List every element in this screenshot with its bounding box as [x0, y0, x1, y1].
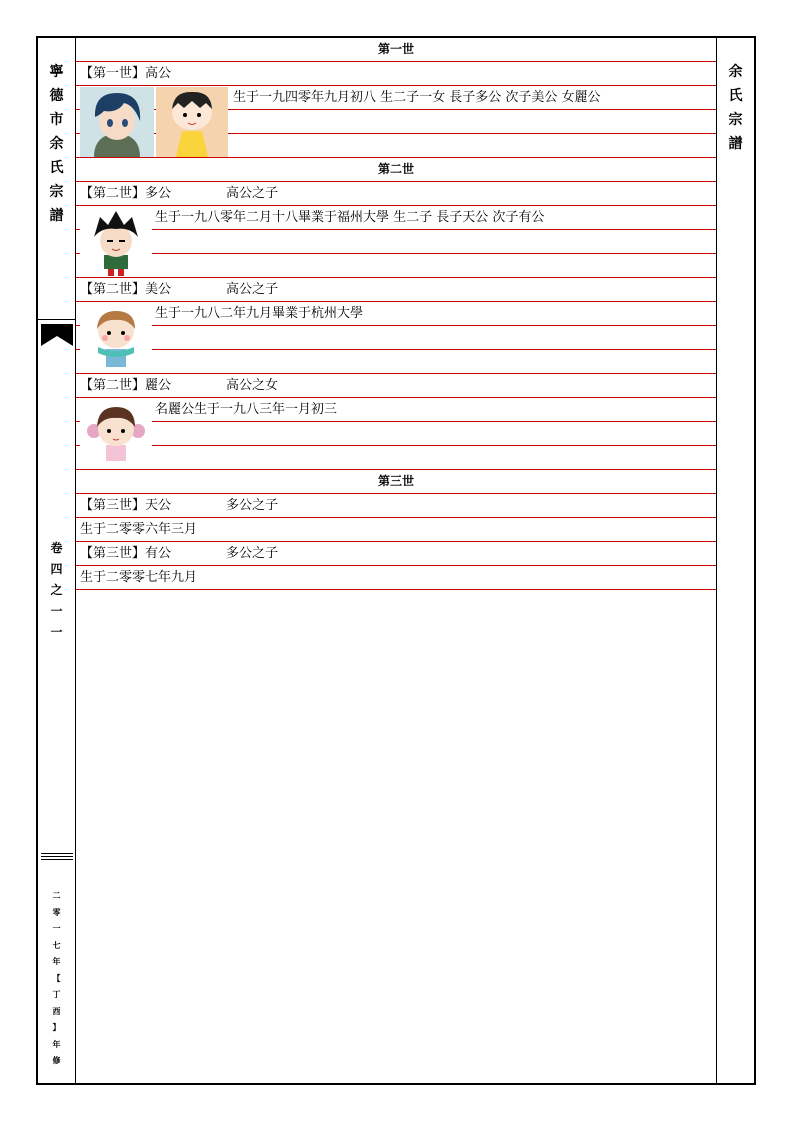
edition-char: 【 [52, 973, 61, 983]
member-tag: 【第一世】高公 [80, 66, 172, 81]
title-char: 余 [728, 64, 743, 80]
member-relation: 高公之女 [226, 378, 279, 393]
member-name: 多公 [145, 186, 172, 201]
edition-label [38, 888, 75, 1070]
divider-line [38, 319, 75, 320]
member-detail: 名麗公生于一九八三年一月初三 [155, 402, 338, 417]
member-name: 高公 [145, 66, 172, 81]
member-tag: 【第二世】多公 [80, 186, 172, 201]
member-detail: 生于一九八二年九月畢業于杭州大學 [155, 306, 364, 321]
member-header-row [76, 374, 716, 398]
generation-header: 第一世 [76, 38, 716, 62]
left-margin-column [38, 38, 76, 1083]
avatar-scarf-girl-image [80, 303, 152, 373]
edition-char: 修 [52, 1056, 61, 1065]
member-tag: 【第二世】美公 [80, 282, 172, 297]
member-detail: 生于一九八零年二月十八畢業于福州大學 生二子 長子天公 次子有公 [155, 210, 545, 225]
title-char: 市 [49, 112, 64, 128]
edition-char: 七 [52, 940, 61, 950]
right-lineage-title [717, 60, 754, 156]
edition-char: 丁 [52, 990, 61, 999]
detail-row [76, 230, 716, 254]
volume-char: 一 [50, 604, 63, 618]
detail-row [76, 518, 716, 542]
title-char: 宗 [49, 184, 64, 200]
generation-header: 第二世 [76, 158, 716, 182]
title-char: 余 [49, 136, 64, 152]
title-char: 譜 [49, 208, 64, 224]
member-relation: 高公之子 [226, 282, 279, 297]
volume-char: 卷 [50, 541, 63, 555]
detail-row [76, 422, 716, 446]
member-header-row [76, 542, 716, 566]
title-char: 譜 [728, 136, 743, 152]
volume-char: 之 [50, 583, 63, 597]
member-name: 有公 [145, 546, 172, 561]
title-char: 氏 [49, 160, 64, 176]
edition-char: 】 [52, 1023, 61, 1032]
edition-char: 二 [52, 891, 61, 900]
edition-char: 酉 [52, 1006, 61, 1016]
title-char: 氏 [728, 88, 743, 104]
avatar-girl-image [156, 87, 228, 157]
member-header-row [76, 278, 716, 302]
member-detail: 生于二零零七年九月 [80, 570, 198, 585]
right-margin-column [716, 38, 754, 1083]
detail-row [76, 254, 716, 278]
volume-char: 四 [50, 562, 63, 576]
genealogy-table [76, 38, 716, 1083]
member-name: 麗公 [145, 378, 172, 393]
page-frame [36, 36, 756, 1085]
fishtail-mark-icon [41, 324, 73, 346]
generation-header: 第三世 [76, 470, 716, 494]
edition-char: 年 [52, 1039, 61, 1049]
title-char: 德 [49, 88, 64, 104]
detail-row [76, 446, 716, 470]
member-relation: 高公之子 [226, 186, 279, 201]
member-relation: 多公之子 [226, 498, 279, 513]
member-header-row [76, 494, 716, 518]
avatar-astro-boy-image [80, 207, 152, 277]
volume-label [38, 538, 75, 643]
member-tag: 【第二世】麗公 [80, 378, 172, 393]
edition-char: 零 [52, 907, 61, 917]
left-lineage-title [38, 60, 75, 228]
member-header-row [76, 62, 716, 86]
avatar-boy-image [80, 87, 154, 157]
detail-row [76, 566, 716, 590]
member-relation: 多公之子 [226, 546, 279, 561]
member-name: 天公 [145, 498, 172, 513]
member-detail: 生于一九四零年九月初八 生二子一女 長子多公 次子美公 女麗公 [233, 90, 601, 105]
member-header-row [76, 182, 716, 206]
edition-char: 一 [52, 924, 61, 933]
member-detail: 生于二零零六年三月 [80, 522, 198, 537]
member-name: 美公 [145, 282, 172, 297]
member-tag: 【第三世】有公 [80, 546, 172, 561]
title-char: 宗 [728, 112, 743, 128]
detail-row [76, 302, 716, 326]
detail-row [76, 206, 716, 230]
detail-row [76, 326, 716, 350]
detail-row [76, 398, 716, 422]
avatar-earmuff-girl-image [80, 399, 152, 469]
member-tag: 【第三世】天公 [80, 498, 172, 513]
volume-char: 一 [50, 625, 63, 639]
detail-row [76, 350, 716, 374]
triple-rule [41, 853, 73, 862]
title-char: 寧 [49, 64, 64, 80]
edition-char: 年 [52, 957, 61, 966]
